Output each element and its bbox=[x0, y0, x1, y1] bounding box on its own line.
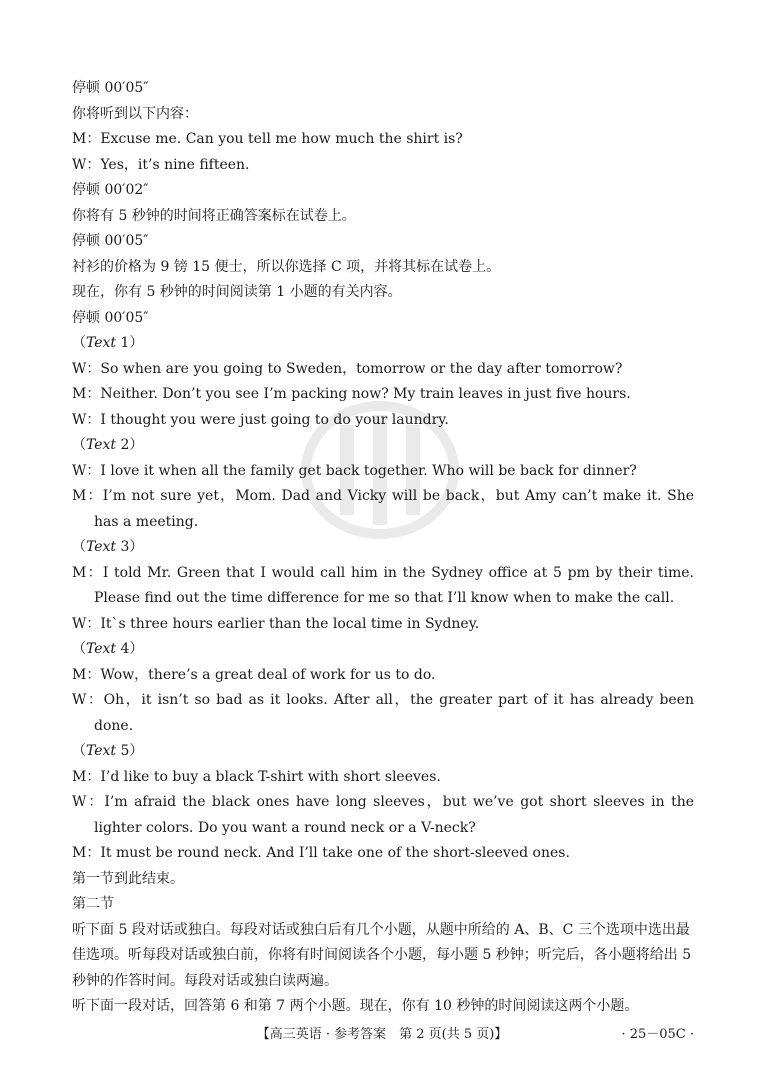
instruction-line: 现在，你有 5 秒钟的时间阅读第 1 小题的有关内容。 bbox=[72, 284, 402, 300]
text-number: 3） bbox=[116, 539, 144, 555]
text-label: Text bbox=[86, 437, 117, 453]
text-heading: （Text 1） bbox=[72, 335, 144, 351]
text-number: 4） bbox=[116, 641, 144, 657]
dialogue-line: M：I’m not sure yet，Mom. Dad and Vicky will be back，but Amy can’t make it. She has a meeting. bbox=[72, 488, 694, 530]
dialogue-line: M：It must be round neck. And I’ll take one of the short-sleeved ones. bbox=[72, 845, 570, 861]
text-heading: （Text 4） bbox=[72, 641, 144, 657]
example-dialogue-w: W：Yes，it’s nine fifteen. bbox=[72, 156, 250, 173]
dialogue-line: W：I’m afraid the black ones have long sleeves，but we’ve got short sleeves in the lighter colors. Do you want a round neck or a V-neck? bbox=[72, 794, 694, 836]
intro-line: 你将听到以下内容： bbox=[72, 105, 198, 122]
dialogue-line: M：I’d like to buy a black T-shirt with short sleeves. bbox=[72, 768, 441, 785]
example-dialogue-m: M：Excuse me. Can you tell me how much the shirt is? bbox=[72, 131, 463, 147]
text-number: 5） bbox=[116, 743, 144, 759]
text-label: Text bbox=[86, 641, 117, 657]
dialogue-line: W：I thought you were just going to do your laundry. bbox=[72, 411, 449, 428]
dialogue-line: W：It`s three hours earlier than the local time in Sydney. bbox=[72, 615, 480, 632]
pause-line: 停顿 00′02″ bbox=[72, 182, 149, 198]
footer-code: · 25－05C · bbox=[621, 1027, 694, 1042]
text-label: Text bbox=[86, 335, 117, 351]
text-number: 1） bbox=[116, 335, 144, 351]
section-end: 第一节到此结束。 bbox=[72, 870, 184, 887]
dialogue-line: W：I love it when all the family get back together. Who will be back for dinner? bbox=[72, 462, 637, 479]
dialogue-line: M：I told Mr. Green that I would call him in the Sydney office at 5 pm by their time. Please find out the time difference for me so that I’ll know when to make the call. bbox=[72, 564, 694, 606]
instruction-line: 你将有 5 秒钟的时间将正确答案标在试卷上。 bbox=[72, 207, 356, 224]
pause-line: 停顿 00′05″ bbox=[72, 233, 149, 249]
section-instructions: 听下面一段对话，回答第 6 和第 7 两个小题。现在，你有 10 秒钟的时间阅读这两个小题。 bbox=[72, 998, 639, 1014]
dialogue-line: W：Oh，it isn’t so bad as it looks. After all，the greater part of it has already been done. bbox=[72, 692, 694, 734]
instruction-line: 衬衫的价格为 9 镑 15 便士，所以你选择 C 项，并将其标在试卷上。 bbox=[72, 258, 501, 275]
pause-line: 停顿 00′05″ bbox=[72, 80, 149, 96]
section-heading: 第二节 bbox=[72, 896, 114, 912]
text-heading: （Text 2） bbox=[72, 437, 144, 453]
text-label: Text bbox=[86, 539, 117, 555]
text-number: 2） bbox=[116, 437, 144, 453]
text-heading: （Text 3） bbox=[72, 539, 144, 555]
text-heading: （Text 5） bbox=[72, 743, 144, 759]
dialogue-line: W：So when are you going to Sweden，tomorrow or the day after tomorrow? bbox=[72, 360, 623, 377]
footer-title: 【高三英语 · 参考答案 第 2 页(共 5 页)】 bbox=[256, 1027, 508, 1042]
section-instructions: 听下面 5 段对话或独白。每段对话或独白后有几个小题，从题中所给的 A、B、C 三个选项中选出最佳选项。听每段对话或独白前，你将有时间阅读各个小题，每小题 5 秒钟；听完后，各小题将给出 5 秒钟的作答时间。每段对话或独白读两遍。 bbox=[72, 921, 692, 989]
page-content bbox=[72, 76, 694, 1020]
dialogue-line: M：Neither. Don’t you see I’m packing now? My train leaves in just five hours. bbox=[72, 386, 631, 402]
text-label: Text bbox=[86, 743, 117, 759]
dialogue-line: M：Wow，there’s a great deal of work for us to do. bbox=[72, 666, 436, 683]
pause-line: 停顿 00′05″ bbox=[72, 309, 149, 326]
